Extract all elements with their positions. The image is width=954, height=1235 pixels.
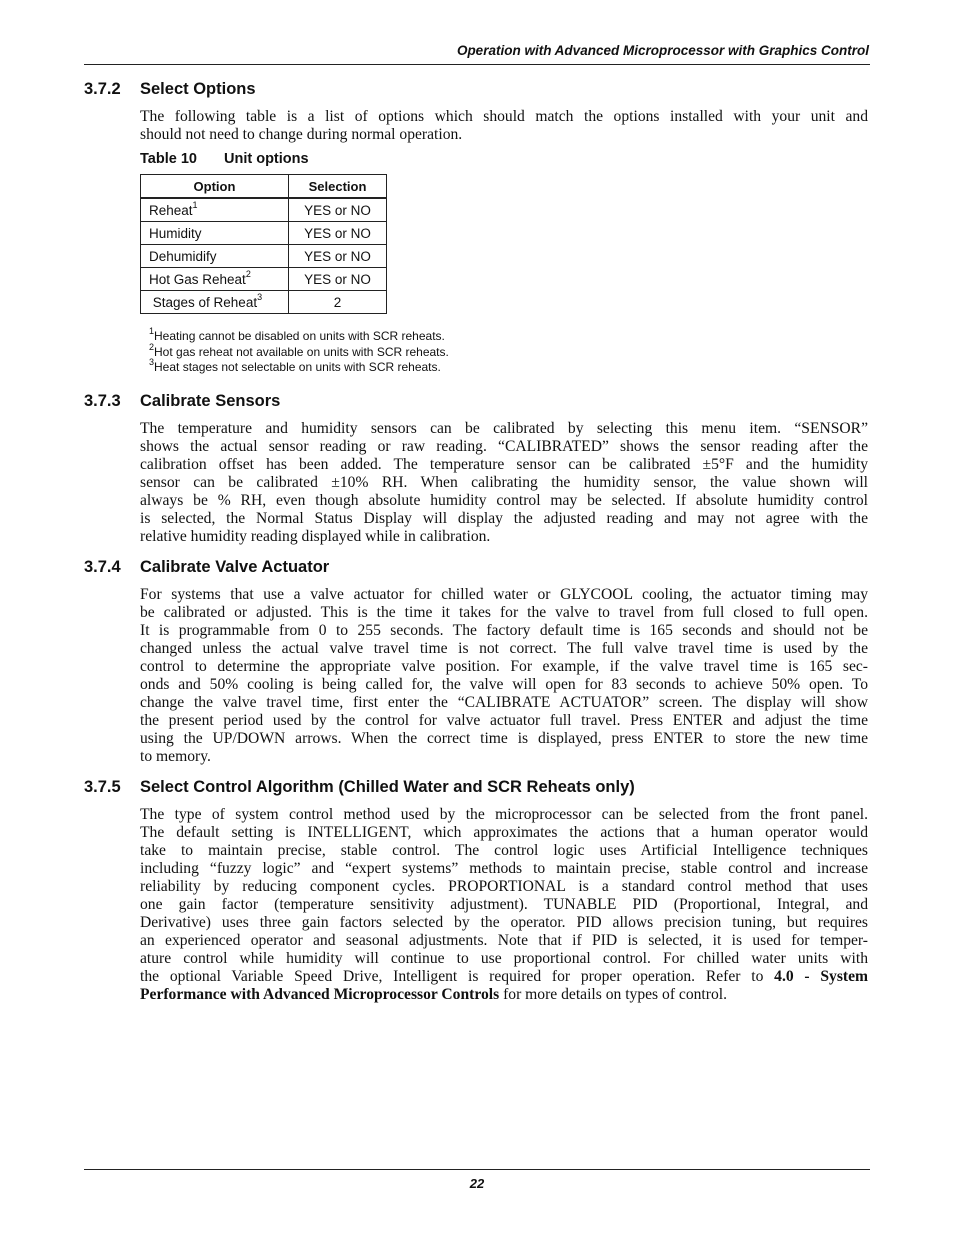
section-number: 3.7.3 [84, 392, 121, 410]
text-line: ature control while humidity will continue to use proportional control. For chilled water units with [140, 950, 868, 967]
text-line: is selected, the Normal Status Display will display the adjusted reading and may not agree with the [140, 510, 868, 527]
option-name: Humidity [149, 225, 202, 241]
footnote-ref: 1 [192, 200, 198, 210]
section-number: 3.7.4 [84, 558, 121, 576]
section-title: Select Options [140, 80, 256, 98]
column-header-selection: Selection [289, 175, 387, 199]
table-caption-title: Unit options [224, 151, 309, 167]
text-line: an experienced operator and seasonal adjustments. Note that if PID is selected, it is used for temper- [140, 932, 868, 949]
footnote-text: Heating cannot be disabled on units with SCR reheats. [154, 329, 445, 343]
paragraph-calibrate-valve [140, 586, 868, 766]
column-header-option: Option [141, 175, 289, 199]
option-cell [141, 222, 289, 245]
text-line [140, 986, 868, 1004]
footnote [149, 357, 449, 376]
table-caption-number: Table 10 [140, 151, 197, 167]
paragraph-select-options [140, 108, 868, 144]
section-number: 3.7.2 [84, 80, 121, 98]
option-cell [141, 198, 289, 222]
footnote [149, 326, 449, 345]
text-line: calibration offset has been added. The temperature sensor can be calibrated ±5°F and the humidity [140, 456, 868, 473]
option-cell [141, 291, 289, 314]
table-row [141, 291, 387, 314]
table-row [141, 222, 387, 245]
section-number: 3.7.5 [84, 778, 121, 796]
option-name: Hot Gas Reheat [149, 271, 246, 287]
table-row [141, 198, 387, 222]
text-line: to memory. [140, 748, 211, 765]
footnote-text: Hot gas reheat not available on units with SCR reheats. [154, 344, 449, 359]
text-line: should not need to change during normal operation. [140, 126, 463, 143]
text-line: one gain factor (temperature sensitivity adjustment). TUNABLE PID (Proportional, Integral, and [140, 896, 868, 913]
table-row [141, 245, 387, 268]
table-footnotes [149, 326, 449, 376]
text-line: Derivative) uses three gain factors selected by the operator. PID allows precision tuning, but requires [140, 914, 868, 931]
text-line: reliability by reducing component cycles. PROPORTIONAL is a standard control method that uses [140, 878, 868, 895]
option-name: Dehumidify [149, 248, 217, 264]
section-title: Calibrate Valve Actuator [140, 558, 330, 576]
footnote-mark: 1 [149, 326, 155, 336]
footnote-mark: 2 [149, 341, 155, 352]
text-line: The type of system control method used by the microprocessor can be selected from the front panel. [140, 806, 868, 823]
table-caption [140, 151, 309, 167]
header-rule [84, 64, 870, 65]
running-header: Operation with Advanced Microprocessor with Graphics Control [456, 43, 869, 58]
text-line: It is programmable from 0 to 255 seconds. The factory default time is 165 seconds and should not be [140, 622, 868, 639]
text-line: For systems that use a valve actuator for chilled water or GLYCOOL cooling, the actuator timing may [140, 586, 868, 603]
footnote-ref: 3 [257, 292, 263, 302]
footnote [149, 341, 449, 361]
text-line: sensor can be calibrated ±10% RH. When calibrating the humidity sensor, the value shown will [140, 474, 868, 491]
section-heading-3-7-5 [84, 778, 635, 797]
cross-reference: Performance with Advanced Microprocessor Controls [140, 986, 500, 1003]
section-heading-3-7-2 [84, 80, 256, 99]
text-line: onds and 50% cooling is being called for, the valve will open for 83 seconds to achieve 50% open. To [140, 676, 868, 693]
section-heading-3-7-4 [84, 558, 329, 577]
cross-reference: 4.0 - System [774, 968, 868, 985]
text-run: for more details on types of control. [499, 986, 727, 1003]
text-line: be calibrated or adjusted. This is the time it takes for the valve to travel from full closed to full open. [140, 604, 868, 621]
footnote-mark: 3 [149, 357, 155, 367]
selection-cell: YES or NO [289, 245, 387, 268]
section-title: Calibrate Sensors [140, 392, 281, 410]
text-line: The temperature and humidity sensors can be calibrated by selecting this menu item. “SENSOR” [140, 420, 868, 437]
selection-cell: YES or NO [289, 222, 387, 245]
text-line: control to determine the appropriate valve position. For example, if the valve travel time is 165 sec- [140, 658, 868, 675]
text-line: The default setting is INTELLIGENT, which approximates the actions that a human operator would [140, 824, 868, 841]
text-line: including “fuzzy logic” and “expert systems” methods to maintain precise, stable control and increase [140, 860, 868, 877]
section-title: Select Control Algorithm (Chilled Water and SCR Reheats only) [140, 778, 635, 796]
text-line: relative humidity reading displayed while in calibration. [140, 528, 491, 545]
text-line: changed unless the actual valve travel time is not correct. The full valve travel time is used by the [140, 640, 868, 657]
footnote-text: Heat stages not selectable on units with SCR reheats. [154, 360, 441, 374]
footer-rule [84, 1169, 870, 1170]
option-cell [141, 268, 289, 291]
text-line: take to maintain precise, stable control. The control logic uses Artificial Intelligence techniques [140, 842, 868, 859]
paragraph-control-algorithm [140, 806, 868, 1004]
text-line: The following table is a list of options which should match the options installed with your unit and [140, 108, 868, 125]
text-line: always be % RH, even though absolute humidity control may be selected. If absolute humidity control [140, 492, 868, 509]
text-line [140, 968, 868, 986]
selection-cell: YES or NO [289, 268, 387, 291]
table-header-row [141, 175, 387, 199]
page-number: 22 [469, 1176, 485, 1191]
option-name: Stages of Reheat [149, 294, 258, 310]
selection-cell: 2 [289, 291, 387, 314]
text-run: the optional Variable Speed Drive, Intelligent is required for proper operation. Refer to [140, 968, 775, 985]
footnote-ref: 2 [245, 269, 251, 279]
unit-options-table [140, 174, 387, 314]
text-line: the present period used by the control for valve actuator full travel. Press ENTER and adjust the time [140, 712, 868, 729]
selection-cell: YES or NO [289, 198, 387, 222]
paragraph-calibrate-sensors [140, 420, 868, 546]
text-line: shows the actual sensor reading or raw reading. “CALIBRATED” shows the sensor reading after the [140, 438, 868, 455]
text-line: using the UP/DOWN arrows. When the correct time is displayed, press ENTER to store the new time [140, 730, 868, 747]
section-heading-3-7-3 [84, 392, 280, 411]
table-row [141, 268, 387, 291]
option-cell [141, 245, 289, 268]
text-line: change the valve travel time, first enter the “CALIBRATE ACTUATOR” screen. The display will show [140, 694, 868, 711]
option-name: Reheat [149, 202, 193, 218]
